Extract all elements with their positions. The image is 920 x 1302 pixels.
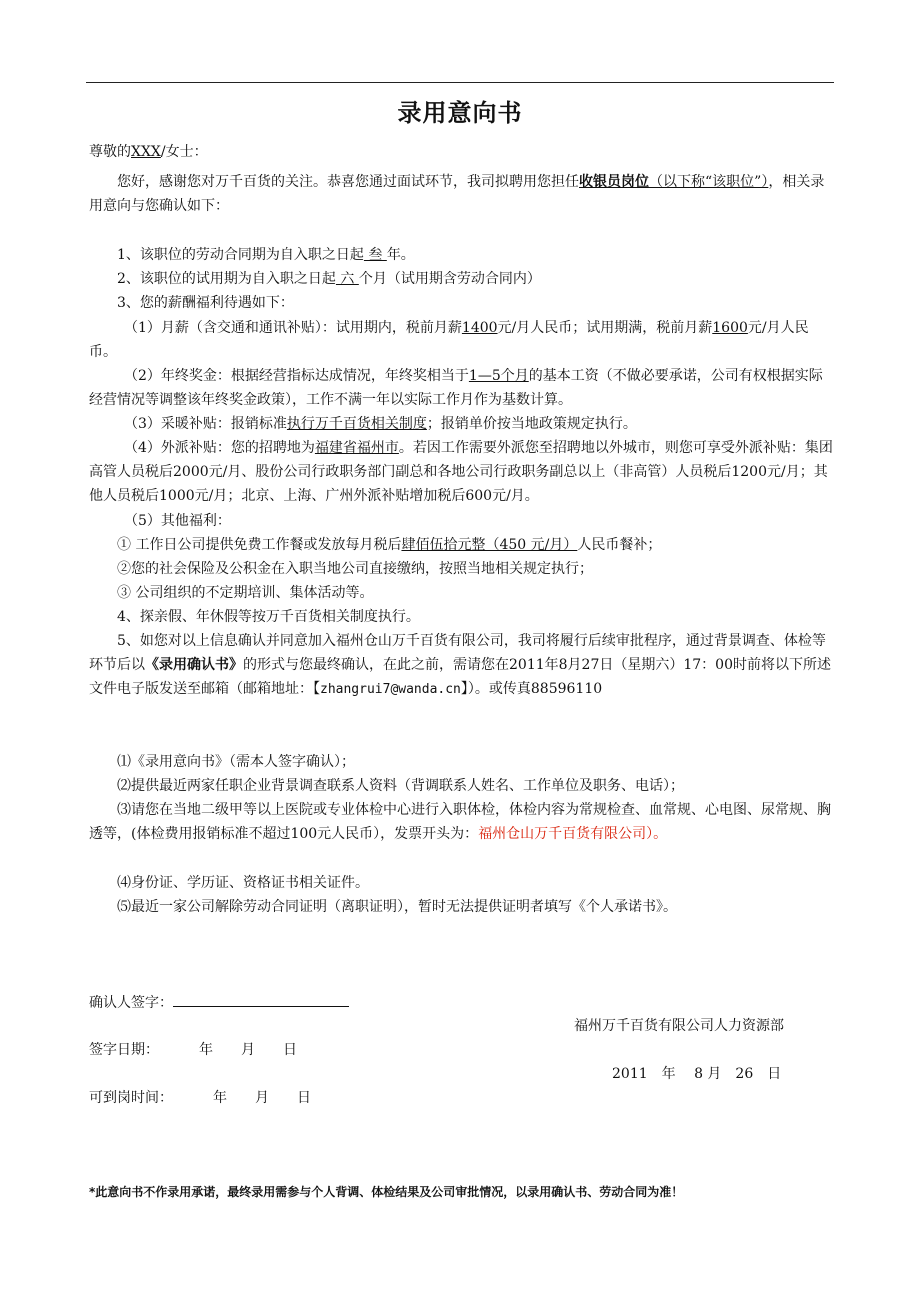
header-rule [86, 82, 834, 83]
position-name: 收银员岗位 [579, 174, 649, 190]
salary-clause: （1）月薪（含交通和通讯补贴）：试用期内，税前月薪1400元/月人民币；试用期满，税前月薪1600元/月人民币。 [89, 320, 809, 360]
sign-date-label: 签字日期： [89, 1042, 159, 1058]
invoice-title: 福州仓山万千百货有限公司）。 [478, 826, 668, 842]
item-leave: 4、探亲假、年休假等按万千百货相关制度执行。 [117, 609, 420, 625]
salutation: 尊敬的XXX/女士： [89, 144, 208, 160]
doc-id-certificates: ⑷身份证、学历证、资格证书相关证件。 [117, 875, 369, 891]
issuing-department: 福州万千百货有限公司人力资源部 [574, 1018, 784, 1034]
signature-row [89, 990, 833, 1015]
doc-background-contacts: ⑵提供最近两家任职企业背景调查联系人资料（背调联系人姓名、工作单位及职务、电话）； [117, 778, 684, 794]
benefit-meal: ① 工作日公司提供免费工作餐或发放每月税后肆佰伍拾元整（450 元/月）人民币餐补； [117, 537, 662, 553]
doc-termination-proof: ⑸最近一家公司解除劳动合同证明（离职证明），暂时无法提供证明者填写《个人承诺书》。 [117, 899, 677, 915]
arrival-date-row [89, 1086, 833, 1110]
travel-allowance-clause: （4）外派补贴：您的招聘地为福建省福州市。若因工作需要外派您至招聘地以外城市，则您可享受外派补贴：集团高管人员税后2000元/月、股份公司行政职务部门副总和各地公司行政职务副总以上（非高管）人员税后1200元/月；其他人员税后1000元/月；北京、上海、广州外派补贴增加税后600元/月。 [89, 440, 833, 504]
doc-medical-exam: ⑶请您在当地二级甲等以上医院或专业体检中心进行入职体检，体检内容为常规检查、血常规、心电图、尿常规、胸透等，(体检费用报销标准不超过100元人民币），发票开头为：福州仓山万千百货有限公司）。 [89, 802, 831, 842]
page-title: 录用意向书 [397, 99, 523, 127]
bonus-clause: （2）年终奖金：根据经营指标达成情况，年终奖相当于1—5个月的基本工资（不做必要承诺，公司有权根据实际经营情况等调整该年终奖金政策），工作不满一年以实际工作月作为基数计算。 [89, 368, 823, 408]
item-contract-term: 1、该职位的劳动合同期为自入职之日起 叁 年。 [117, 247, 415, 263]
issue-date: 2011 年 8 月 26 日 [612, 1066, 782, 1082]
intro-paragraph: 您好，感谢您对万千百货的关注。恭喜您通过面试环节，我司拟聘用您担任收银员岗位（以下称“该职位”），相关录用意向与您确认如下： [89, 174, 825, 214]
item-compensation-head: 3、您的薪酬福利待遇如下： [117, 295, 294, 311]
email-address: zhangrui7@wanda.cn [320, 682, 461, 697]
confirm-signature-label: 确认人签字： [89, 995, 173, 1011]
item-confirmation: 5、如您对以上信息确认并同意加入福州仓山万千百货有限公司，我司将履行后续审批程序，通过背景调查、体检等环节后以《录用确认书》的形式与您最终确认，在此之前，需请您在2011年8月27日（星期六）17：00时前将以下所述文件电子版发送至邮箱（邮箱地址：【zhangrui7@wanda.cn】）。或传真88596110 [89, 633, 831, 697]
arrival-date-blank: 年 月 日 [213, 1090, 311, 1106]
item-probation: 2、该职位的试用期为自入职之日起 六 个月（试用期含劳动合同内） [117, 271, 541, 287]
heating-clause: （3）采暖补贴：报销标准执行万千百货相关制度；报销单价按当地政策规定执行。 [124, 416, 637, 432]
arrival-date-label: 可到岗时间： [89, 1090, 173, 1106]
doc-intent-letter: ⑴《录用意向书》（需本人签字确认）； [117, 754, 355, 770]
candidate-name: XXX [131, 144, 161, 160]
signature-line[interactable] [173, 990, 349, 1007]
other-benefits-head: （5）其他福利： [124, 513, 231, 529]
sign-date-blank: 年 月 日 [199, 1042, 297, 1058]
benefit-insurance: ②您的社会保险及公积金在入职当地公司直接缴纳，按照当地相关规定执行； [117, 561, 593, 577]
benefit-training: ③ 公司组织的不定期培训、集体活动等。 [117, 585, 374, 601]
sign-date-row [89, 1038, 833, 1062]
disclaimer-footnote: *此意向书不作录用承诺，最终录用需参与个人背调、体检结果及公司审批情况，以录用确认书、劳动合同为准！ [89, 1185, 684, 1199]
